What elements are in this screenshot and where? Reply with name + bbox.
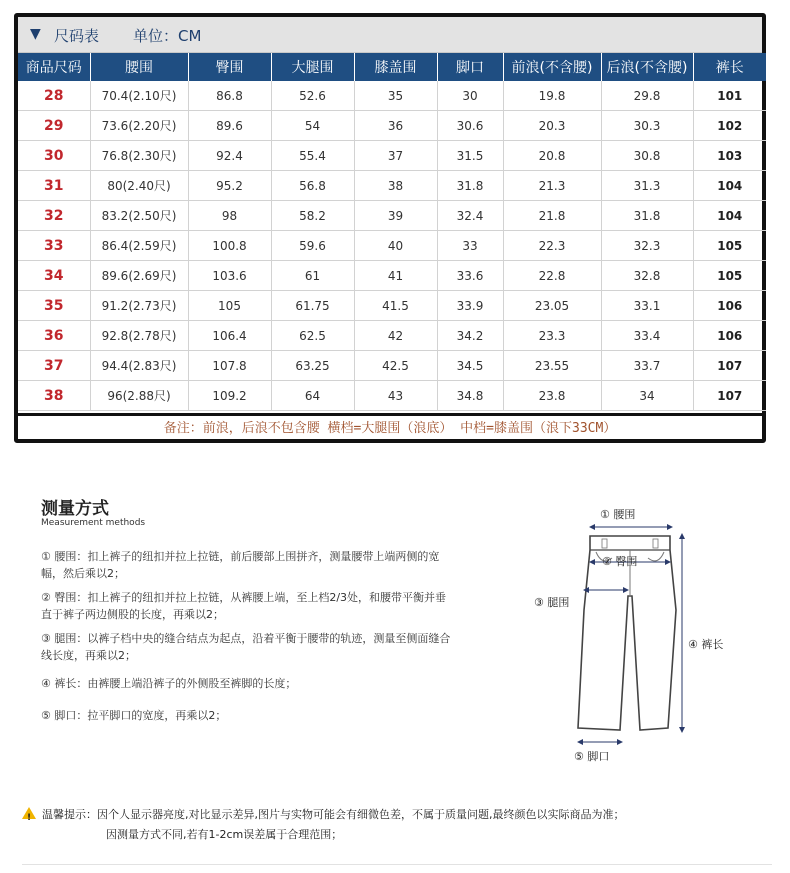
table-cell: 40 bbox=[354, 231, 437, 261]
table-cell: 20.8 bbox=[503, 141, 601, 171]
table-cell: 30.6 bbox=[437, 111, 503, 141]
size-cell: 28 bbox=[18, 81, 90, 111]
table-cell: 33.6 bbox=[437, 261, 503, 291]
diagram-label-thigh: ③ 腿围 bbox=[534, 596, 570, 609]
table-cell: 100.8 bbox=[188, 231, 271, 261]
table-cell: 33 bbox=[437, 231, 503, 261]
table-cell: 23.55 bbox=[503, 351, 601, 381]
table-cell: 80(2.40尺) bbox=[90, 171, 188, 201]
table-cell: 34 bbox=[601, 381, 693, 411]
table-cell: 95.2 bbox=[188, 171, 271, 201]
table-cell: 54 bbox=[271, 111, 354, 141]
table-cell: 33.1 bbox=[601, 291, 693, 321]
table-cell: 98 bbox=[188, 201, 271, 231]
warning-icon bbox=[22, 807, 36, 819]
size-chart-title: 尺码表 bbox=[54, 27, 100, 45]
diagram-label-hip: ② 臀围 bbox=[602, 555, 638, 568]
table-cell: 61.75 bbox=[271, 291, 354, 321]
size-cell: 36 bbox=[18, 321, 90, 351]
table-cell: 43 bbox=[354, 381, 437, 411]
table-cell: 86.4(2.59尺) bbox=[90, 231, 188, 261]
measure-title: 测量方式 bbox=[41, 499, 109, 519]
table-row bbox=[18, 321, 766, 351]
table-row bbox=[18, 81, 766, 111]
table-cell: 23.8 bbox=[503, 381, 601, 411]
table-cell: 30.8 bbox=[601, 141, 693, 171]
table-cell: 105 bbox=[188, 291, 271, 321]
column-header: 膝盖围 bbox=[354, 53, 437, 81]
diagram-label-hem: ⑤ 脚口 bbox=[574, 750, 610, 763]
diagram-label-waist: ① 腰围 bbox=[600, 508, 636, 521]
table-cell: 23.3 bbox=[503, 321, 601, 351]
table-row bbox=[18, 381, 766, 411]
table-cell: 35 bbox=[354, 81, 437, 111]
table-cell: 31.3 bbox=[601, 171, 693, 201]
table-cell: 73.6(2.20尺) bbox=[90, 111, 188, 141]
table-row bbox=[18, 261, 766, 291]
size-cell: 33 bbox=[18, 231, 90, 261]
table-cell: 52.6 bbox=[271, 81, 354, 111]
diagram-label-length: ④ 裤长 bbox=[688, 638, 724, 651]
table-cell: 33.4 bbox=[601, 321, 693, 351]
size-chart-panel bbox=[14, 13, 766, 443]
size-cell: 30 bbox=[18, 141, 90, 171]
column-header: 前浪(不含腰) bbox=[503, 53, 601, 81]
table-cell: 61 bbox=[271, 261, 354, 291]
table-cell: 22.8 bbox=[503, 261, 601, 291]
table-cell: 103 bbox=[693, 141, 766, 171]
table-cell: 107 bbox=[693, 351, 766, 381]
table-row bbox=[18, 291, 766, 321]
table-row bbox=[18, 111, 766, 141]
size-cell: 34 bbox=[18, 261, 90, 291]
table-cell: 32.4 bbox=[437, 201, 503, 231]
column-header: 后浪(不含腰) bbox=[601, 53, 693, 81]
table-cell: 104 bbox=[693, 171, 766, 201]
table-cell: 36 bbox=[354, 111, 437, 141]
method-length: ④ 裤长：由裤腰上端沿裤子的外侧股至裤脚的长度； bbox=[41, 677, 297, 690]
column-header: 大腿围 bbox=[271, 53, 354, 81]
table-cell: 62.5 bbox=[271, 321, 354, 351]
column-header: 商品尺码 bbox=[18, 53, 90, 81]
size-cell: 32 bbox=[18, 201, 90, 231]
table-cell: 22.3 bbox=[503, 231, 601, 261]
warm-tip bbox=[22, 805, 625, 825]
table-row bbox=[18, 201, 766, 231]
table-cell: 42.5 bbox=[354, 351, 437, 381]
method-thigh: ③ 腿围：以裤子档中央的缝合结点为起点，沿着平衡于腰带的轨迹，测量至侧面缝合线长度，再乘以2； bbox=[41, 632, 451, 662]
table-cell: 31.8 bbox=[601, 201, 693, 231]
size-table bbox=[18, 53, 766, 411]
table-cell: 103.6 bbox=[188, 261, 271, 291]
column-header: 臀围 bbox=[188, 53, 271, 81]
size-cell: 29 bbox=[18, 111, 90, 141]
table-cell: 107 bbox=[693, 381, 766, 411]
table-cell: 102 bbox=[693, 111, 766, 141]
table-cell: 31.8 bbox=[437, 171, 503, 201]
table-cell: 34.8 bbox=[437, 381, 503, 411]
table-cell: 33.7 bbox=[601, 351, 693, 381]
table-cell: 23.05 bbox=[503, 291, 601, 321]
table-cell: 91.2(2.73尺) bbox=[90, 291, 188, 321]
size-cell: 37 bbox=[18, 351, 90, 381]
divider bbox=[22, 864, 772, 865]
triangle-down-icon: ▼ bbox=[30, 26, 41, 42]
table-cell: 92.8(2.78尺) bbox=[90, 321, 188, 351]
table-cell: 39 bbox=[354, 201, 437, 231]
method-hem: ⑤ 脚口：拉平脚口的宽度，再乘以2； bbox=[41, 709, 227, 722]
table-row bbox=[18, 171, 766, 201]
table-row bbox=[18, 351, 766, 381]
measure-subtitle: Measurement methods bbox=[41, 518, 146, 528]
table-cell: 29.8 bbox=[601, 81, 693, 111]
size-cell: 38 bbox=[18, 381, 90, 411]
column-header: 裤长 bbox=[693, 53, 766, 81]
size-cell: 35 bbox=[18, 291, 90, 321]
table-cell: 106 bbox=[693, 321, 766, 351]
table-cell: 70.4(2.10尺) bbox=[90, 81, 188, 111]
tip-line-1: 因个人显示器亮度,对比显示差异,图片与实物可能会有细微色差，不属于质量问题,最终颜色以实际商品为准； bbox=[97, 808, 625, 821]
size-chart-header bbox=[18, 17, 762, 53]
table-cell: 107.8 bbox=[188, 351, 271, 381]
table-cell: 30.3 bbox=[601, 111, 693, 141]
table-cell: 64 bbox=[271, 381, 354, 411]
table-cell: 33.9 bbox=[437, 291, 503, 321]
method-hip: ② 臀围：扣上裤子的纽扣并拉上拉链，从裤腰上端，至上档2/3处，和腰带平衡并垂直于裤子两边侧股的长度，再乘以2； bbox=[41, 591, 447, 621]
table-cell: 21.3 bbox=[503, 171, 601, 201]
column-header: 脚口 bbox=[437, 53, 503, 81]
table-cell: 92.4 bbox=[188, 141, 271, 171]
table-cell: 41.5 bbox=[354, 291, 437, 321]
tip-label: 温馨提示： bbox=[42, 808, 97, 821]
table-cell: 76.8(2.30尺) bbox=[90, 141, 188, 171]
table-cell: 20.3 bbox=[503, 111, 601, 141]
table-cell: 30 bbox=[437, 81, 503, 111]
table-cell: 63.25 bbox=[271, 351, 354, 381]
table-row bbox=[18, 231, 766, 261]
table-cell: 106.4 bbox=[188, 321, 271, 351]
table-cell: 21.8 bbox=[503, 201, 601, 231]
pants-icon bbox=[530, 500, 750, 770]
table-cell: 109.2 bbox=[188, 381, 271, 411]
tip-line-2: 因测量方式不同,若有1-2cm误差属于合理范围； bbox=[106, 828, 343, 841]
table-cell: 31.5 bbox=[437, 141, 503, 171]
table-cell: 34.5 bbox=[437, 351, 503, 381]
table-cell: 55.4 bbox=[271, 141, 354, 171]
table-cell: 41 bbox=[354, 261, 437, 291]
size-chart-unit: 单位：CM bbox=[133, 27, 202, 45]
table-cell: 19.8 bbox=[503, 81, 601, 111]
size-note-text: 备注：前浪，后浪不包含腰 横档=大腿围（浪底） 中档=膝盖围（浪下33CM） bbox=[163, 421, 617, 436]
table-cell: 32.8 bbox=[601, 261, 693, 291]
pants-diagram bbox=[530, 500, 750, 770]
table-cell: 89.6 bbox=[188, 111, 271, 141]
table-cell: 34.2 bbox=[437, 321, 503, 351]
table-cell: 83.2(2.50尺) bbox=[90, 201, 188, 231]
table-cell: 42 bbox=[354, 321, 437, 351]
table-cell: 86.8 bbox=[188, 81, 271, 111]
column-header: 腰围 bbox=[90, 53, 188, 81]
table-cell: 105 bbox=[693, 261, 766, 291]
table-cell: 101 bbox=[693, 81, 766, 111]
table-cell: 59.6 bbox=[271, 231, 354, 261]
size-cell: 31 bbox=[18, 171, 90, 201]
table-cell: 94.4(2.83尺) bbox=[90, 351, 188, 381]
table-cell: 105 bbox=[693, 231, 766, 261]
size-note bbox=[18, 413, 762, 442]
table-cell: 89.6(2.69尺) bbox=[90, 261, 188, 291]
table-cell: 96(2.88尺) bbox=[90, 381, 188, 411]
table-cell: 37 bbox=[354, 141, 437, 171]
table-row bbox=[18, 141, 766, 171]
method-waist: ① 腰围：扣上裤子的纽扣并拉上拉链，前后腰部上围拼齐，测量腰带上端两侧的宽幅，然后乘以2； bbox=[41, 550, 440, 580]
table-cell: 106 bbox=[693, 291, 766, 321]
table-header-row bbox=[18, 53, 766, 81]
table-cell: 56.8 bbox=[271, 171, 354, 201]
table-cell: 104 bbox=[693, 201, 766, 231]
table-cell: 32.3 bbox=[601, 231, 693, 261]
table-cell: 58.2 bbox=[271, 201, 354, 231]
table-cell: 38 bbox=[354, 171, 437, 201]
table-body bbox=[18, 81, 766, 411]
